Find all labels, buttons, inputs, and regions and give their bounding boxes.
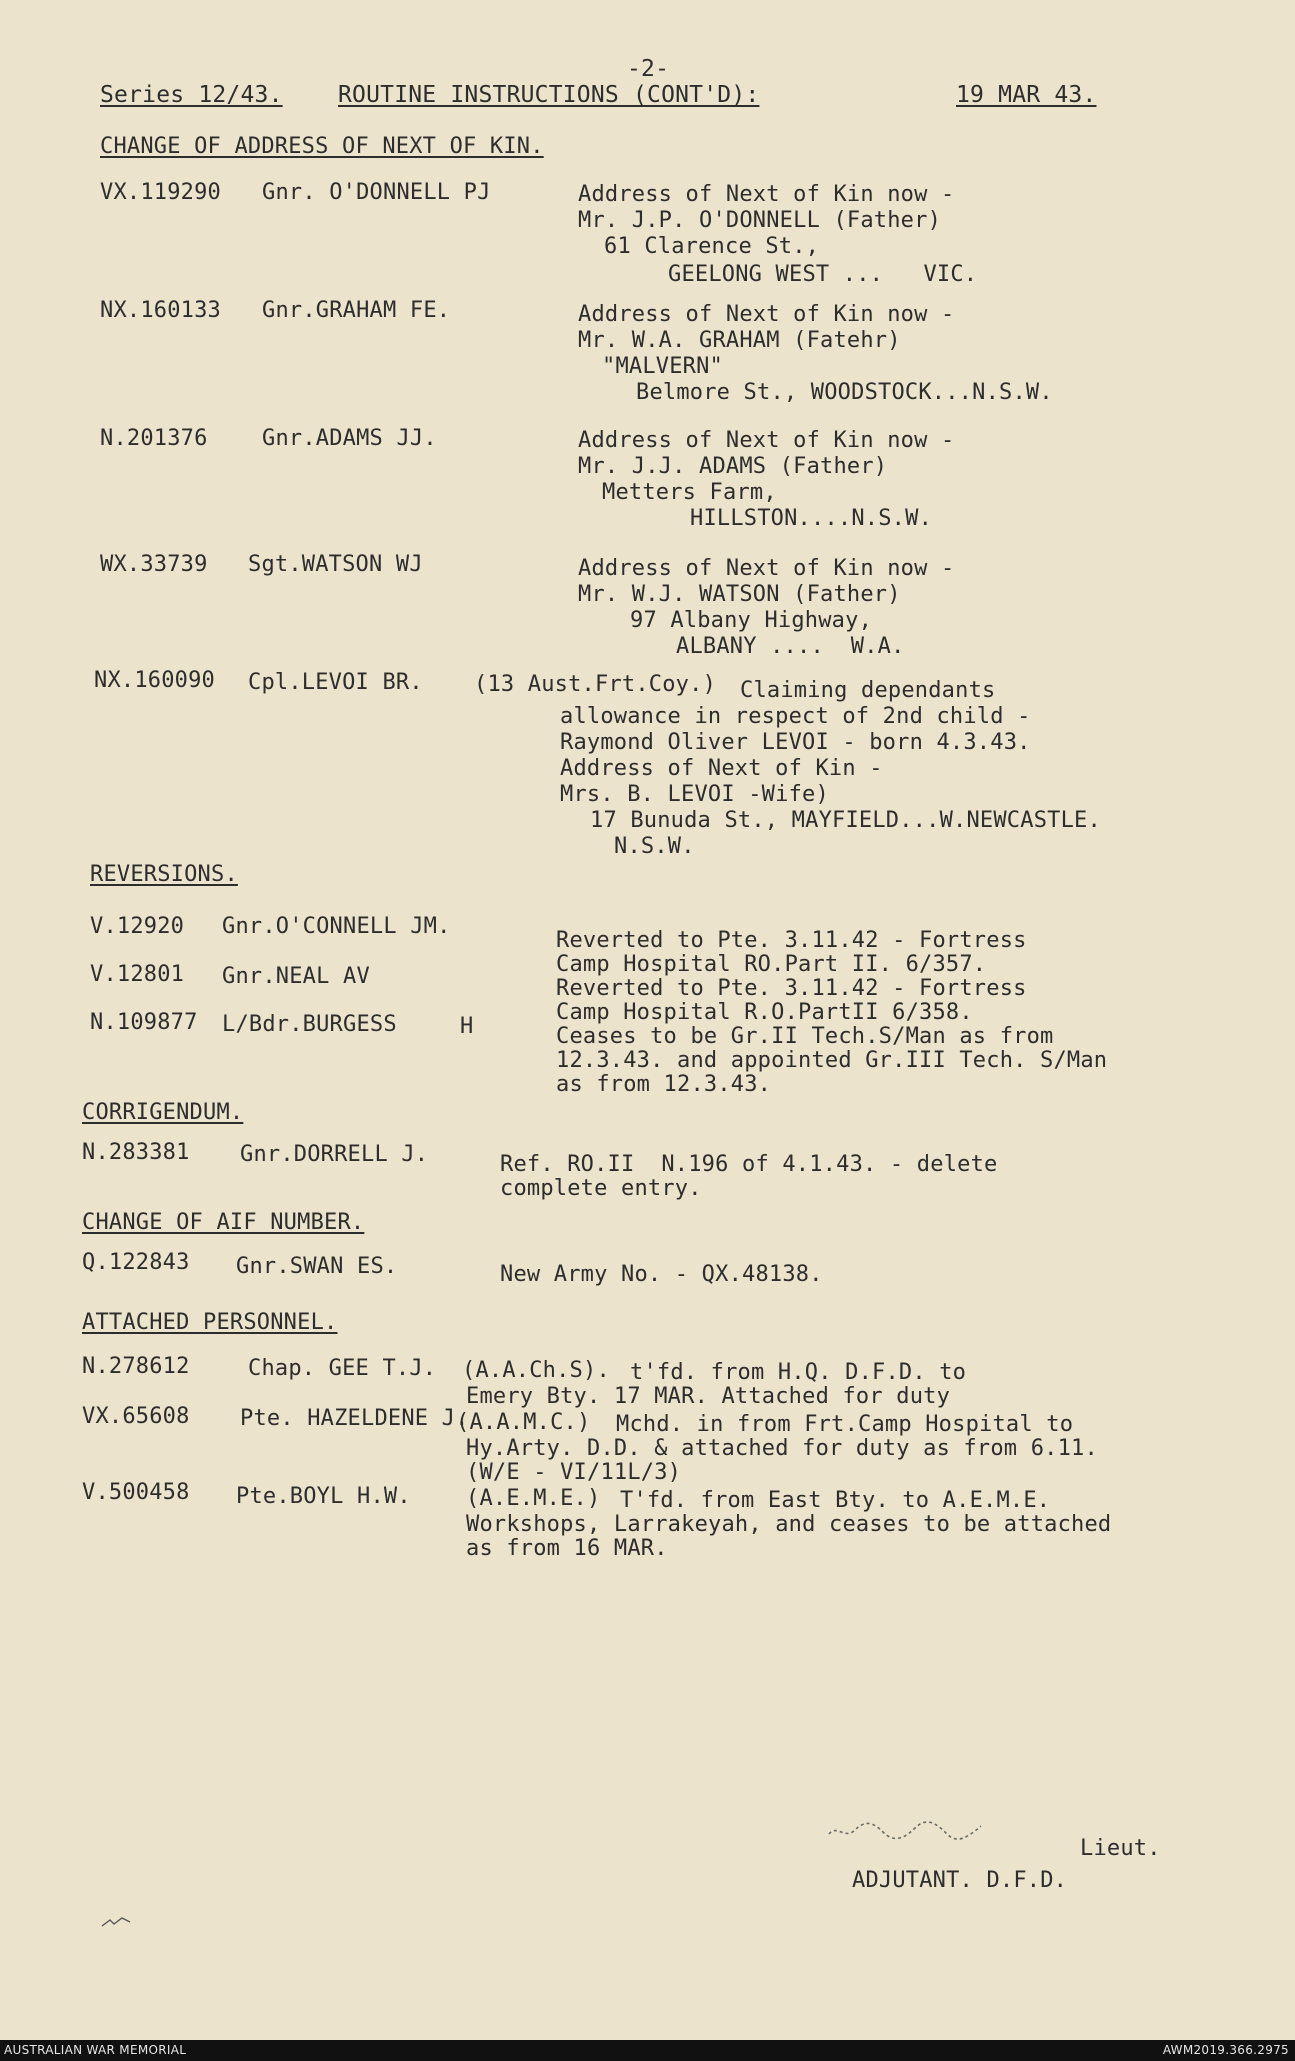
soldier-name: Gnr.GRAHAM FE. <box>262 298 451 323</box>
service-number: VX.119290 <box>100 180 222 205</box>
document-date: 19 MAR 43. <box>956 82 1097 108</box>
entry-text-line: Mr. J.P. O'DONNELL (Father) <box>578 208 942 233</box>
entry-text-line: Metters Farm, <box>602 480 777 505</box>
soldier-name: Sgt.WATSON WJ <box>248 552 423 577</box>
entry-text-line: Emery Bty. 17 MAR. Attached for duty <box>466 1384 951 1409</box>
soldier-name: Gnr. O'DONNELL PJ <box>262 180 491 205</box>
entry-text-line: 17 Bunuda St., MAYFIELD...W.NEWCASTLE. <box>590 808 1101 833</box>
entry-text-line: HILLSTON....N.S.W. <box>690 506 933 531</box>
service-number: Q.122843 <box>82 1250 190 1275</box>
page-number: -2- <box>627 56 670 82</box>
document-title: ROUTINE INSTRUCTIONS (CONT'D): <box>338 82 760 108</box>
unit-name: (A.E.M.E.) <box>466 1486 601 1511</box>
entry-text-line: Reverted to Pte. 3.11.42 - Fortress <box>556 976 1027 1001</box>
entry-text-line: (W/E - VI/11L/3) <box>466 1460 682 1485</box>
soldier-name: Gnr.SWAN ES. <box>236 1254 398 1279</box>
soldier-name: Gnr.ADAMS JJ. <box>262 426 437 451</box>
unit-name: (A.A.M.C.) <box>456 1410 591 1435</box>
signatory-title: ADJUTANT. D.F.D. <box>852 1868 1068 1893</box>
entry-text-line: Address of Next of Kin now - <box>578 556 955 581</box>
entry-text-line: New Army No. - QX.48138. <box>500 1262 823 1287</box>
soldier-name: Chap. GEE T.J. <box>248 1356 437 1381</box>
entry-text-line: as from 16 MAR. <box>466 1536 668 1561</box>
footer-left: AUSTRALIAN WAR MEMORIAL <box>4 2043 187 2057</box>
entry-text-line: Address of Next of Kin - <box>560 756 883 781</box>
unit-name: (A.A.Ch.S). <box>462 1358 610 1383</box>
soldier-name: Pte. HAZELDENE J. <box>240 1406 469 1431</box>
entry-text-line: N.S.W. <box>614 834 695 859</box>
entry-text-line: as from 12.3.43. <box>556 1072 772 1097</box>
section-heading-aif-number: CHANGE OF AIF NUMBER. <box>82 1210 365 1235</box>
entry-text-line: Belmore St., WOODSTOCK...N.S.W. <box>636 380 1053 405</box>
entry-text-line: Ref. RO.II N.196 of 4.1.43. - delete <box>500 1152 998 1177</box>
soldier-name: Gnr.O'CONNELL JM. <box>222 914 451 939</box>
soldier-name: Cpl.LEVOI BR. <box>248 670 423 695</box>
entry-text-line: 97 Albany Highway, <box>630 608 873 633</box>
entry-text-line: Mr. W.J. WATSON (Father) <box>578 582 901 607</box>
service-number: N.109877 <box>90 1010 198 1035</box>
soldier-name: Gnr.DORRELL J. <box>240 1142 429 1167</box>
entry-text-line: Camp Hospital R.O.PartII 6/358. <box>556 1000 973 1025</box>
entry-text-line: 12.3.43. and appointed Gr.III Tech. S/Man <box>556 1048 1108 1073</box>
section-heading-reversions: REVERSIONS. <box>90 862 238 887</box>
entry-text-line: T'fd. from East Bty. to A.E.M.E. <box>620 1488 1051 1513</box>
entry-text-line: Mrs. B. LEVOI -Wife) <box>560 782 829 807</box>
entry-text-line: Address of Next of Kin now - <box>578 182 955 207</box>
entry-text-line: Camp Hospital RO.Part II. 6/357. <box>556 952 987 977</box>
entry-text-line: Address of Next of Kin now - <box>578 302 955 327</box>
entry-text-line: allowance in respect of 2nd child - <box>560 704 1031 729</box>
entry-text-line: t'fd. from H.Q. D.F.D. to <box>630 1360 967 1385</box>
service-number: N.201376 <box>100 426 208 451</box>
signature-scribble <box>825 1818 985 1842</box>
entry-text-line: Hy.Arty. D.D. & attached for duty as from 6.11. <box>466 1436 1098 1461</box>
service-number: V.500458 <box>82 1480 190 1505</box>
entry-text-line: complete entry. <box>500 1176 702 1201</box>
entry-text-line: "MALVERN" <box>602 354 724 379</box>
entry-text-line: 61 Clarence St., <box>604 234 820 259</box>
section-heading-corrigendum: CORRIGENDUM. <box>82 1100 244 1125</box>
soldier-name: L/Bdr.BURGESS <box>222 1012 397 1037</box>
entry-text-line: Reverted to Pte. 3.11.42 - Fortress <box>556 928 1027 953</box>
service-number: NX.160090 <box>94 668 216 693</box>
section-heading-attached-personnel: ATTACHED PERSONNEL. <box>82 1310 338 1335</box>
service-number: V.12801 <box>90 962 185 987</box>
entry-text-line: ALBANY .... W.A. <box>676 634 905 659</box>
ink-mark <box>100 1912 136 1932</box>
entry-text-line: Mr. W.A. GRAHAM (Fatehr) <box>578 328 901 353</box>
footer-right: AWM2019.366.2975 <box>1162 2043 1289 2057</box>
service-number: N.283381 <box>82 1140 190 1165</box>
series-number: Series 12/43. <box>100 82 283 108</box>
service-number: N.278612 <box>82 1354 190 1379</box>
unit-name: (13 Aust.Frt.Coy.) <box>474 672 717 697</box>
entry-text-line: Raymond Oliver LEVOI - born 4.3.43. <box>560 730 1031 755</box>
entry-text-line: Mchd. in from Frt.Camp Hospital to <box>616 1412 1074 1437</box>
signatory-rank: Lieut. <box>1080 1836 1161 1861</box>
service-number: NX.160133 <box>100 298 222 323</box>
service-number: VX.65608 <box>82 1404 190 1429</box>
soldier-initial: H <box>460 1014 474 1039</box>
section-heading-next-of-kin: CHANGE OF ADDRESS OF NEXT OF KIN. <box>100 134 544 159</box>
entry-text-line: Mr. J.J. ADAMS (Father) <box>578 454 888 479</box>
entry-text-line: Address of Next of Kin now - <box>578 428 955 453</box>
entry-text-line: Claiming dependants <box>740 678 996 703</box>
service-number: V.12920 <box>90 914 185 939</box>
soldier-name: Pte.BOYL H.W. <box>236 1484 411 1509</box>
entry-text-line: Ceases to be Gr.II Tech.S/Man as from <box>556 1024 1054 1049</box>
service-number: WX.33739 <box>100 552 208 577</box>
entry-text-line: GEELONG WEST ... VIC. <box>668 262 978 287</box>
entry-text-line: Workshops, Larrakeyah, and ceases to be attached <box>466 1512 1112 1537</box>
soldier-name: Gnr.NEAL AV <box>222 964 370 989</box>
